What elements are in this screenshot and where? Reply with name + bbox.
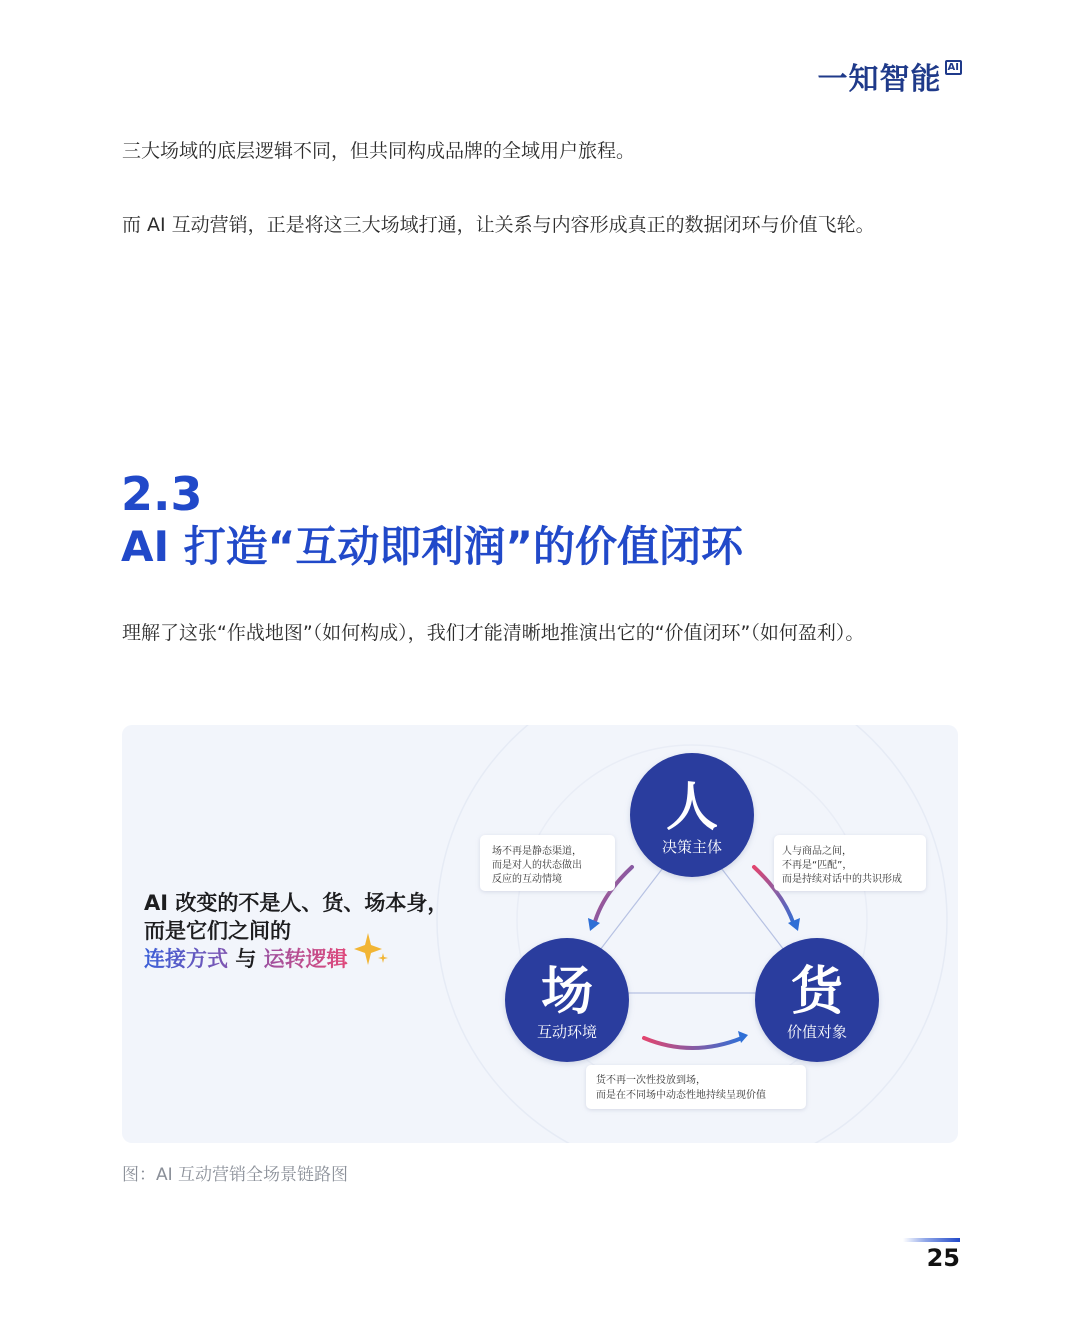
- note-card-bottom: [586, 1065, 806, 1109]
- section-title: AI 打造“互动即利润”的价值闭环: [121, 522, 743, 571]
- headline-line-3: [144, 947, 348, 971]
- logo-text: 一知智能: [817, 62, 942, 97]
- node-person-char: 人: [665, 778, 719, 838]
- node-goods-char: 货: [790, 962, 844, 1022]
- paragraph-1: 三大场域的底层逻辑不同，但共同构成品牌的全域用户旅程。: [122, 140, 636, 162]
- logo-ai-badge: AI: [945, 60, 962, 75]
- headline-highlight-1: 连接方式: [144, 947, 228, 971]
- page-number-accent: [903, 1238, 960, 1242]
- note-right-line-3: 而是持续对话中的共识形成: [782, 874, 902, 885]
- paragraph-2: 而 AI 互动营销，正是将这三大场域打通，让关系与内容形成真正的数据闭环与价值飞轮。: [122, 214, 875, 236]
- note-right-line-1: 人与商品之间，: [782, 846, 852, 857]
- node-person: [630, 753, 754, 877]
- node-goods-label: 价值对象: [786, 1023, 848, 1041]
- note-right-line-2: 不再是“匹配”，: [782, 860, 853, 871]
- paragraph-3: 理解了这张“作战地图”（如何构成），我们才能清晰地推演出它的“价值闭环”（如何盈利）。: [122, 622, 865, 644]
- brand-logo: [818, 60, 962, 100]
- note-left-line-3: 反应的互动情境: [492, 874, 562, 885]
- node-goods: [755, 938, 879, 1062]
- headline-highlight-2: 运转逻辑: [263, 947, 348, 971]
- diagram-canvas: [122, 725, 958, 1143]
- node-place-char: 场: [540, 962, 594, 1022]
- figure-caption: 图：AI 互动营销全场景链路图: [122, 1165, 349, 1185]
- node-place: [505, 938, 629, 1062]
- headline-mid: 与: [235, 947, 257, 971]
- note-card-bottom-bg: [586, 1065, 806, 1109]
- arrow-bottom-head: [738, 1031, 748, 1043]
- sparkle-small-icon: [378, 953, 388, 963]
- node-person-label: 决策主体: [661, 838, 723, 856]
- figure-headline: [144, 891, 448, 971]
- headline-line-2: 而是它们之间的: [144, 919, 291, 943]
- page-number: 25: [926, 1244, 960, 1272]
- sparkle-icon: [354, 933, 382, 965]
- node-place-label: 互动环境: [536, 1023, 598, 1041]
- note-card-left: [480, 835, 615, 891]
- headline-line-1: AI 改变的不是人、货、场本身，: [144, 891, 449, 915]
- note-bottom-line-2: 而是在不同场中动态性地持续呈现价值: [596, 1090, 766, 1101]
- note-left-line-2: 而是对人的状态做出: [492, 860, 582, 871]
- note-left-line-1: 场不再是静态渠道，: [492, 846, 582, 857]
- arrow-bottom: [644, 1038, 742, 1048]
- note-card-right: [774, 835, 926, 891]
- note-bottom-line-1: 货不再一次性投放到场，: [596, 1075, 706, 1086]
- section-number: 2.3: [121, 467, 203, 521]
- figure-diagram: [122, 725, 958, 1143]
